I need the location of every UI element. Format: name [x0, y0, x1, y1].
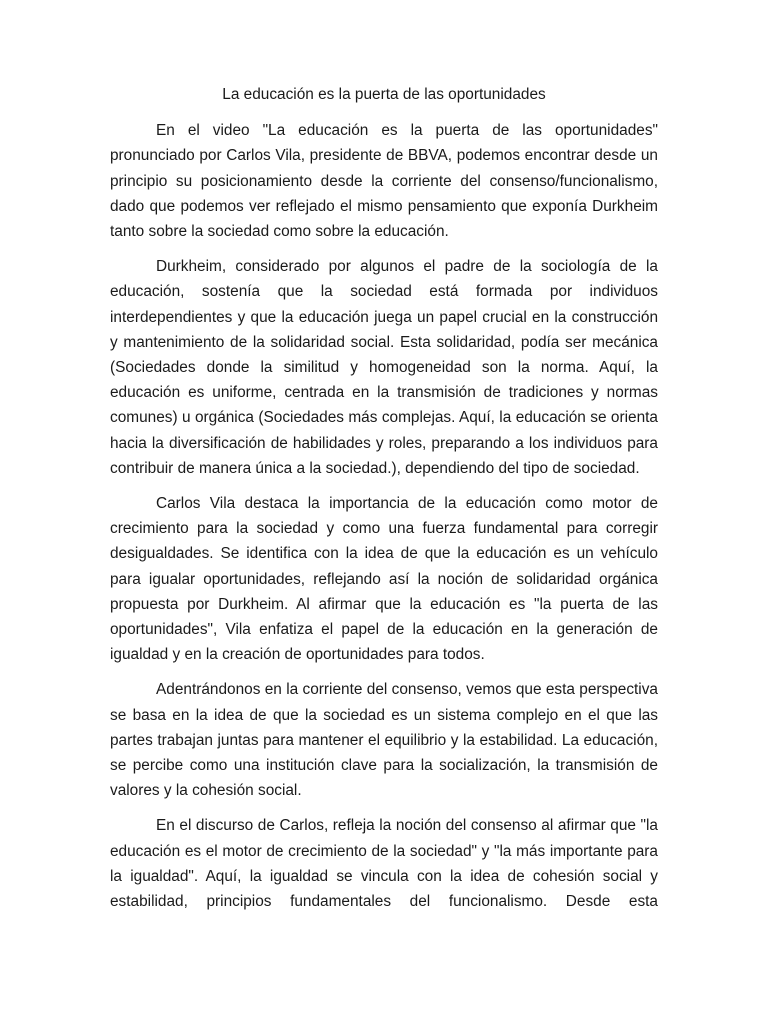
- paragraph-durkheim: Durkheim, considerado por algunos el padre de la sociología de la educación, sostenía que la sociedad está formada por individuos interdependientes y que la educación juega un papel crucial en la construcción y mantenimiento de la solidaridad social. Esta solidaridad, podía ser mecánica (Sociedades donde la similitud y homogeneidad son la norma. Aquí, la educación es uniforme, centrada en la transmisión de tradiciones y normas comunes) u orgánica (Sociedades más complejas. Aquí, la educación se orienta hacia la diversificación de habilidades y roles, preparando a los individuos para contribuir de manera única a la sociedad.), dependiendo del tipo de sociedad.: [110, 258, 658, 477]
- document-title: La educación es la puerta de las oportunidades: [222, 86, 546, 103]
- paragraph-consensus: Adentrándonos en la corriente del consenso, vemos que esta perspectiva se basa en la idea de que la sociedad es un sistema complejo en el que las partes trabajan juntas para mantener el equilibrio y la estabilidad. La educación, se percibe como una institución clave para la socialización, la transmisión de valores y la cohesión social.: [110, 681, 658, 800]
- paragraph-carlos-vila: Carlos Vila destaca la importancia de la educación como motor de crecimiento para la sociedad y como una fuerza fundamental para corregir desigualdades. Se identifica con la idea de que la educación es un vehículo para igualar oportunidades, reflejando así la noción de solidaridad orgánica propuesta por Durkheim. Al afirmar que la educación es "la puerta de las oportunidades", Vila enfatiza el papel de la educación en la generación de igualdad y en la creación de oportunidades para todos.: [110, 495, 658, 664]
- paragraph-intro: En el video "La educación es la puerta de las oportunidades" pronunciado por Carlos Vila, presidente de BBVA, podemos encontrar desde un principio su posicionamiento desde la corriente del consenso/funcionalismo, dado que podemos ver reflejado el mismo pensamiento que exponía Durkheim tanto sobre la sociedad como sobre la educación.: [110, 122, 658, 241]
- document-body: [110, 82, 658, 924]
- paragraph-discourse: En el discurso de Carlos, refleja la noción del consenso al afirmar que "la educación es el motor de crecimiento de la sociedad" y "la más importante para la igualdad". Aquí, la igualdad se vincula con la idea de cohesión social y estabilidad, principios fundamentales del funcionalismo. Desde esta: [110, 817, 658, 911]
